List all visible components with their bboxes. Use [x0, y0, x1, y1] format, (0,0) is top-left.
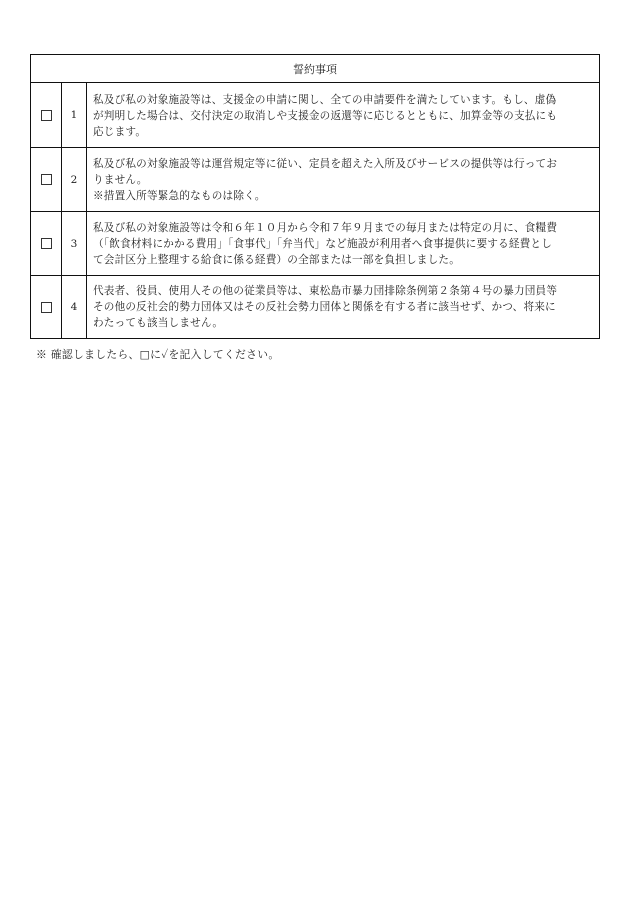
row-text: [87, 148, 599, 211]
row-number: 4: [62, 276, 87, 338]
text-line: 私及び私の対象施設等は令和６年１０月から令和７年９月までの毎月または特定の月に、食糧費: [93, 222, 558, 234]
text-line: が判明した場合は、交付決定の取消しや支援金の返還等に応じるとともに、加算金等の支払にも: [93, 110, 558, 122]
table-title: 誓約事項: [31, 55, 599, 83]
checkbox-4[interactable]: [41, 302, 52, 313]
text-line: 代表者、役員、使用人その他の従業員等は、東松島市暴力団排除条例第２条第４号の暴力団員等: [93, 285, 558, 297]
checkbox-3[interactable]: [41, 238, 52, 249]
row-text: [87, 276, 599, 338]
table-row: [31, 83, 599, 148]
text-line: 私及び私の対象施設等は、支援金の申請に関し、全ての申請要件を満たしています。もし、虚偽: [93, 94, 557, 106]
text-line: その他の反社会的勢力団体又はその反社会勢力団体と関係を有する者に該当せず、かつ、将来に: [93, 301, 556, 313]
text-line: （「飲食材料にかかる費用」「食事代」「弁当代」など施設が利用者へ食事提供に要する経費とし: [93, 238, 553, 250]
table-row: [31, 276, 599, 338]
text-line: わたっても該当しません。: [93, 317, 224, 329]
row-number: 2: [62, 148, 87, 211]
instruction-note: ※ 確認しましたら、□に✓を記入してください。: [36, 348, 280, 361]
table-row: [31, 212, 599, 276]
row-number: 1: [62, 83, 87, 147]
row-text: [87, 212, 599, 275]
checkbox-cell[interactable]: [31, 148, 62, 211]
text-line: て会計区分上整理する給食に係る経費）の全部または一部を負担しました。: [93, 254, 460, 266]
row-text: [87, 83, 599, 147]
text-line: りません。: [93, 174, 148, 186]
checkbox-cell[interactable]: [31, 83, 62, 147]
row-number: 3: [62, 212, 87, 275]
checkbox-2[interactable]: [41, 174, 52, 185]
checkbox-cell[interactable]: [31, 276, 62, 338]
table-row: [31, 148, 599, 212]
text-line: 私及び私の対象施設等は運営規定等に従い、定員を超えた入所及びサービスの提供等は行ってお: [93, 158, 558, 170]
pledge-table: [30, 54, 600, 339]
text-line: 応じます。: [93, 126, 147, 138]
checkbox-1[interactable]: [41, 110, 52, 121]
text-line: ※措置入所等緊急的なものは除く。: [93, 190, 266, 202]
checkbox-cell[interactable]: [31, 212, 62, 275]
